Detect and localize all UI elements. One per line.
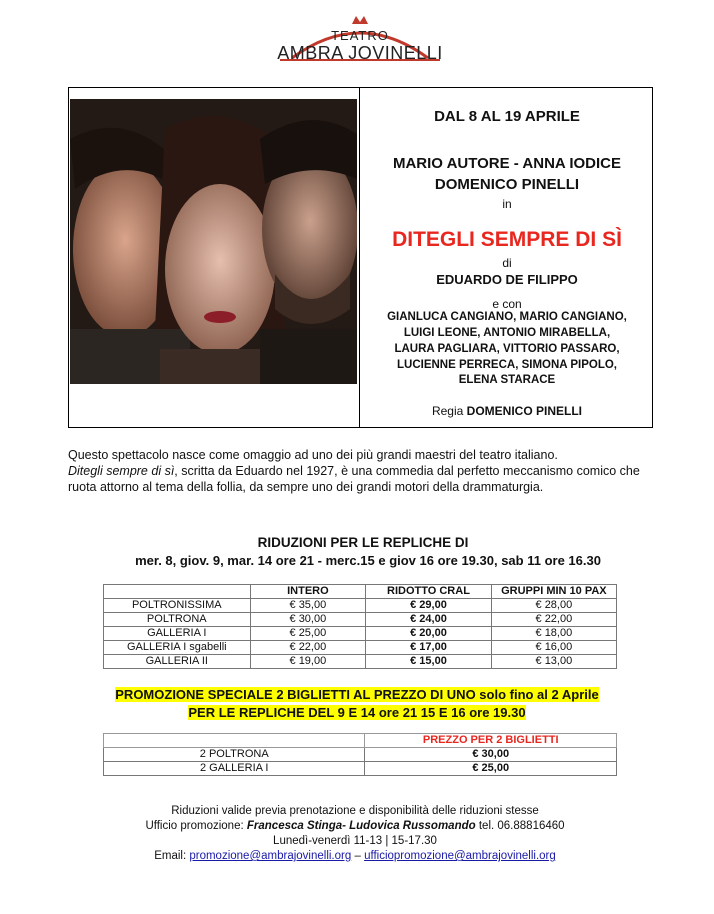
footer-email bbox=[68, 849, 642, 864]
seat-category-cell: GALLERIA II bbox=[104, 655, 251, 669]
regia-label: Regia bbox=[431, 404, 464, 418]
logo-name: AMBRA JOVINELLI bbox=[277, 43, 443, 63]
cast-photo-image bbox=[70, 99, 357, 384]
office-hours: Lunedì-venerdì 11-13 | 15-17.30 bbox=[273, 835, 437, 847]
show-dates: DAL 8 AL 19 APRILE bbox=[434, 108, 580, 125]
table-row bbox=[104, 613, 617, 627]
promo-line1-wrap bbox=[0, 687, 714, 702]
price-cell: € 30,00 bbox=[250, 613, 366, 627]
promo-price-cell: € 25,00 bbox=[365, 762, 617, 776]
riduzioni-heading: RIDUZIONI PER LE REPLICHE DI bbox=[257, 535, 469, 550]
lead-actors-1: MARIO AUTORE - ANNA IODICE bbox=[392, 155, 622, 172]
price-cell: € 25,00 bbox=[250, 627, 366, 641]
promo-line2: PER LE REPLICHE DEL 9 E 14 ore 21 15 E 16 ore 19.30 bbox=[188, 705, 526, 720]
price-cell: € 22,00 bbox=[250, 641, 366, 655]
table-header-row bbox=[104, 585, 617, 599]
price-cell: € 24,00 bbox=[366, 613, 492, 627]
price-cell: € 13,00 bbox=[491, 655, 616, 669]
di-label: di bbox=[502, 256, 512, 270]
cast-line: LAURA PAGLIARA, VITTORIO PASSARO, bbox=[394, 343, 620, 355]
header-cell bbox=[104, 585, 251, 599]
seat-category-cell: POLTRONA bbox=[104, 613, 251, 627]
promo-line2-wrap bbox=[0, 705, 714, 720]
table-row bbox=[104, 655, 617, 669]
lead-actors-2: DOMENICO PINELLI bbox=[434, 176, 580, 193]
cast-photo bbox=[70, 99, 357, 384]
regia-name: DOMENICO PINELLI bbox=[466, 404, 583, 418]
office-label: Ufficio promozione: bbox=[145, 820, 244, 832]
table-row bbox=[104, 762, 617, 776]
cast-line: LUCIENNE PERRECA, SIMONA PIPOLO, bbox=[396, 359, 617, 371]
promo-line1: PROMOZIONE SPECIALE 2 BIGLIETTI AL PREZZO DI UNO solo fino al 2 Aprile bbox=[115, 687, 599, 702]
price-cell: € 19,00 bbox=[250, 655, 366, 669]
seat-category-cell: GALLERIA I bbox=[104, 627, 251, 641]
price-cell: € 35,00 bbox=[250, 599, 366, 613]
promo-header-row bbox=[104, 734, 617, 748]
description-line1: Questo spettacolo nasce come omaggio ad uno dei più grandi maestri del teatro italiano. bbox=[68, 448, 558, 462]
footer bbox=[68, 804, 642, 864]
prices-table bbox=[103, 584, 617, 669]
riduzioni-dates: mer. 8, giov. 9, mar. 14 ore 21 - merc.15 e giov 16 ore 19.30, sab 11 ore 16.30 bbox=[135, 553, 601, 568]
box-divider bbox=[359, 87, 360, 428]
table-row bbox=[104, 599, 617, 613]
email-label: Email: bbox=[154, 850, 187, 862]
email-separator: – bbox=[354, 850, 361, 862]
header-cell: INTERO bbox=[250, 585, 366, 599]
header-cell: RIDOTTO CRAL bbox=[366, 585, 492, 599]
table-row bbox=[104, 641, 617, 655]
author-name: EDUARDO DE FILIPPO bbox=[436, 272, 578, 287]
table-row bbox=[104, 748, 617, 762]
price-cell: € 15,00 bbox=[366, 655, 492, 669]
price-cell: € 16,00 bbox=[491, 641, 616, 655]
promo-header-cell: PREZZO PER 2 BIGLIETTI bbox=[365, 734, 617, 748]
logo-teatro: TEATRO bbox=[331, 28, 389, 43]
theatre-logo bbox=[270, 10, 450, 70]
cast-line: GIANLUCA CANGIANO, MARIO CANGIANO, bbox=[387, 311, 627, 323]
description bbox=[68, 447, 658, 495]
footer-office bbox=[68, 819, 642, 834]
promo-price-cell: € 30,00 bbox=[365, 748, 617, 762]
price-cell: € 28,00 bbox=[491, 599, 616, 613]
description-italic-title: Ditegli sempre di sì bbox=[68, 464, 175, 478]
cast-line: LUIGI LEONE, ANTONIO MIRABELLA, bbox=[403, 327, 611, 339]
promo-header-empty bbox=[104, 734, 365, 748]
promo-category-cell: 2 GALLERIA I bbox=[104, 762, 365, 776]
price-cell: € 29,00 bbox=[366, 599, 492, 613]
price-cell: € 17,00 bbox=[366, 641, 492, 655]
cast-line: ELENA STARACE bbox=[458, 374, 556, 386]
email-link-promozione[interactable]: promozione@ambrajovinelli.org bbox=[189, 850, 352, 862]
table-row bbox=[104, 627, 617, 641]
description-rest: , scritta da Eduardo nel 1927, è una commedia dal perfetto meccanismo comico che ruota attorno al tema della follia, da sempre uno dei grandi motori della drammaturgia. bbox=[68, 464, 640, 494]
price-cell: € 22,00 bbox=[491, 613, 616, 627]
footer-note: Riduzioni valide previa prenotazione e disponibilità delle riduzioni stesse bbox=[171, 805, 539, 817]
show-title: DITEGLI SEMPRE DI SÌ bbox=[392, 228, 622, 251]
office-names: Francesca Stinga- Ludovica Russomando bbox=[246, 820, 476, 832]
promo-category-cell: 2 POLTRONA bbox=[104, 748, 365, 762]
price-cell: € 18,00 bbox=[491, 627, 616, 641]
seat-category-cell: GALLERIA I sgabelli bbox=[104, 641, 251, 655]
e-con-label: e con bbox=[492, 297, 522, 311]
header-cell: GRUPPI MIN 10 PAX bbox=[491, 585, 616, 599]
email-link-ufficio[interactable]: ufficiopromozione@ambrajovinelli.org bbox=[364, 850, 556, 862]
in-label: in bbox=[502, 197, 512, 211]
promo-table bbox=[103, 733, 617, 776]
price-cell: € 20,00 bbox=[366, 627, 492, 641]
seat-category-cell: POLTRONISSIMA bbox=[104, 599, 251, 613]
regia bbox=[361, 404, 653, 418]
office-phone: tel. 06.88816460 bbox=[478, 820, 565, 832]
